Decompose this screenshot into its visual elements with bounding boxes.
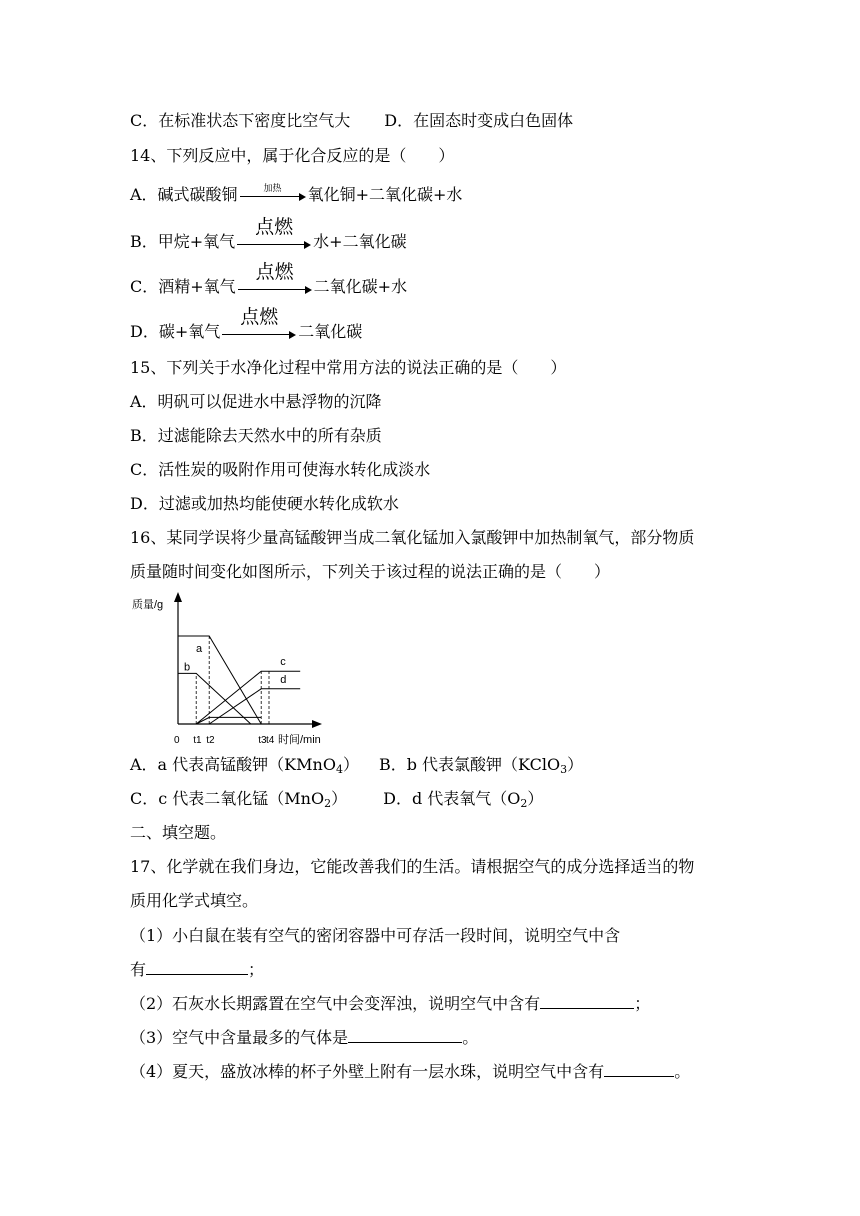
x-tick-label-0: 0 [174,735,180,746]
y-axis-arrowhead [174,592,182,602]
q17-part3 [130,1026,478,1049]
q14-stem: 14、下列反应中，属于化合反应的是（ ） [130,146,455,165]
q14-option-d [130,306,363,343]
q15-stem: 15、下列关于水净化过程中常用方法的说法正确的是（ ） [130,358,567,377]
series-label-a: a [196,643,203,655]
q16-options-ab [130,754,583,776]
series-line-b [178,673,251,724]
q16-options-cd [130,788,543,810]
part4-suffix: 。 [674,1062,691,1081]
q15-option-d: D．过滤或加热均能使硬水转化成软水 [130,494,399,513]
series-line-d [209,689,300,724]
option-c-text: C．c 代表二氧化锰（MnO [130,789,325,808]
ignition-arrow [238,261,312,292]
arrow-condition-label: 加热 [263,184,282,194]
part4-text: （4）夏天，盛放冰棒的杯子外壁上附有一层水珠，说明空气中含有 [130,1062,605,1081]
subscript: 3 [560,763,568,776]
q16-option-d [383,789,543,808]
option-d-products: 二氧化碳 [298,322,363,341]
option-b-products: 水+二氧化碳 [313,232,407,251]
q17-part4 [130,1060,690,1083]
q15-option-b: B．过滤能除去天然水中的所有杂质 [130,426,382,445]
answer-blank-1[interactable] [146,958,248,975]
q16-stem-line2: 质量随时间变化如图所示，下列关于该过程的说法正确的是（ ） [130,562,611,581]
subscript: 2 [520,797,528,810]
option-c-products: 二氧化碳+水 [313,277,408,296]
option-a-close: ） [342,755,359,774]
option-a-reactants: A．碱式碳酸铜 [130,185,238,204]
q13-option-c: C．在标准状态下密度比空气大 [130,111,351,130]
part3-text: （3）空气中含量最多的气体是 [130,1028,349,1047]
q15-option-a: A．明矾可以促进水中悬浮物的沉降 [130,392,382,411]
q15-option-c: C．活性炭的吸附作用可使海水转化成淡水 [130,460,431,479]
section-heading: 二、填空题。 [130,823,227,842]
x-tick-label-t1: t1 [193,735,202,746]
part2-text: （2）石灰水长期露置在空气中会变浑浊，说明空气中含有 [130,994,541,1013]
series-label-d: d [280,673,287,686]
q17-stem-line2: 质用化学式填空。 [130,891,259,910]
arrow-condition-label: 点燃 [240,306,279,328]
q16-stem-line1: 16、某同学误将少量高锰酸钾当成二氧化锰加入氯酸钾中加热制氧气，部分物质 [130,528,695,547]
subscript: 2 [324,797,332,810]
option-b-close: ） [567,755,584,774]
q14-option-b [130,216,407,253]
q17-part2 [130,992,650,1015]
option-d-reactants: D．碳+氧气 [130,322,221,341]
mass-time-chart [130,590,340,750]
option-a-products: 氧化铜+二氧化碳+水 [307,185,463,204]
option-b-text: B．b 代表氯酸钾（KClO [378,755,561,774]
q16-option-c [130,789,347,808]
q16-option-b [379,755,583,774]
series-label-c: c [280,656,286,669]
arrow-condition-label: 点燃 [255,216,294,238]
answer-blank-3[interactable] [348,1026,462,1043]
q13-options-cd [130,110,573,132]
x-tick-label-t3: t3 [258,735,267,746]
option-c-reactants: C．酒精+氧气 [130,277,236,296]
part2-suffix: ； [634,994,651,1013]
series-line-a [178,636,261,724]
q14-option-c [130,261,408,298]
q17-part1-line1: （1）小白鼠在装有空气的密闭容器中可存活一段时间，说明空气中含 [130,926,621,945]
arrow-condition-label: 点燃 [255,261,294,283]
q13-option-d: D．在固态时变成白色固体 [384,111,574,130]
option-d-text: D．d 代表氧气（O [383,789,521,808]
q17-stem-line1: 17、化学就在我们身边，它能改善我们的生活。请根据空气的成分选择适当的物 [130,857,695,876]
q14-option-a [130,184,462,206]
heating-arrow [240,184,306,200]
answer-blank-4[interactable] [604,1060,674,1077]
y-axis-label: 质量/g [132,599,164,611]
series-line-unlabeled [196,717,261,724]
option-c-close: ） [331,789,348,808]
part3-suffix: 。 [462,1028,479,1047]
x-tick-label-t4: t4 [266,735,275,746]
part1-prefix: 有 [130,960,147,979]
answer-blank-2[interactable] [540,992,634,1009]
x-axis-label: 时间/min [278,734,321,746]
ignition-arrow [237,216,311,247]
ignition-arrow [222,306,296,337]
part1-suffix: ； [248,960,265,979]
option-b-reactants: B．甲烷+氧气 [130,232,236,251]
x-axis-arrowhead [312,720,322,728]
option-a-text: A．a 代表高锰酸钾（KMnO [130,755,336,774]
q16-option-a [130,755,359,774]
option-d-close: ） [527,789,544,808]
subscript: 4 [335,763,343,776]
q17-part1-line2 [130,958,264,981]
series-label-b: b [184,661,191,674]
x-tick-label-t2: t2 [206,735,215,746]
